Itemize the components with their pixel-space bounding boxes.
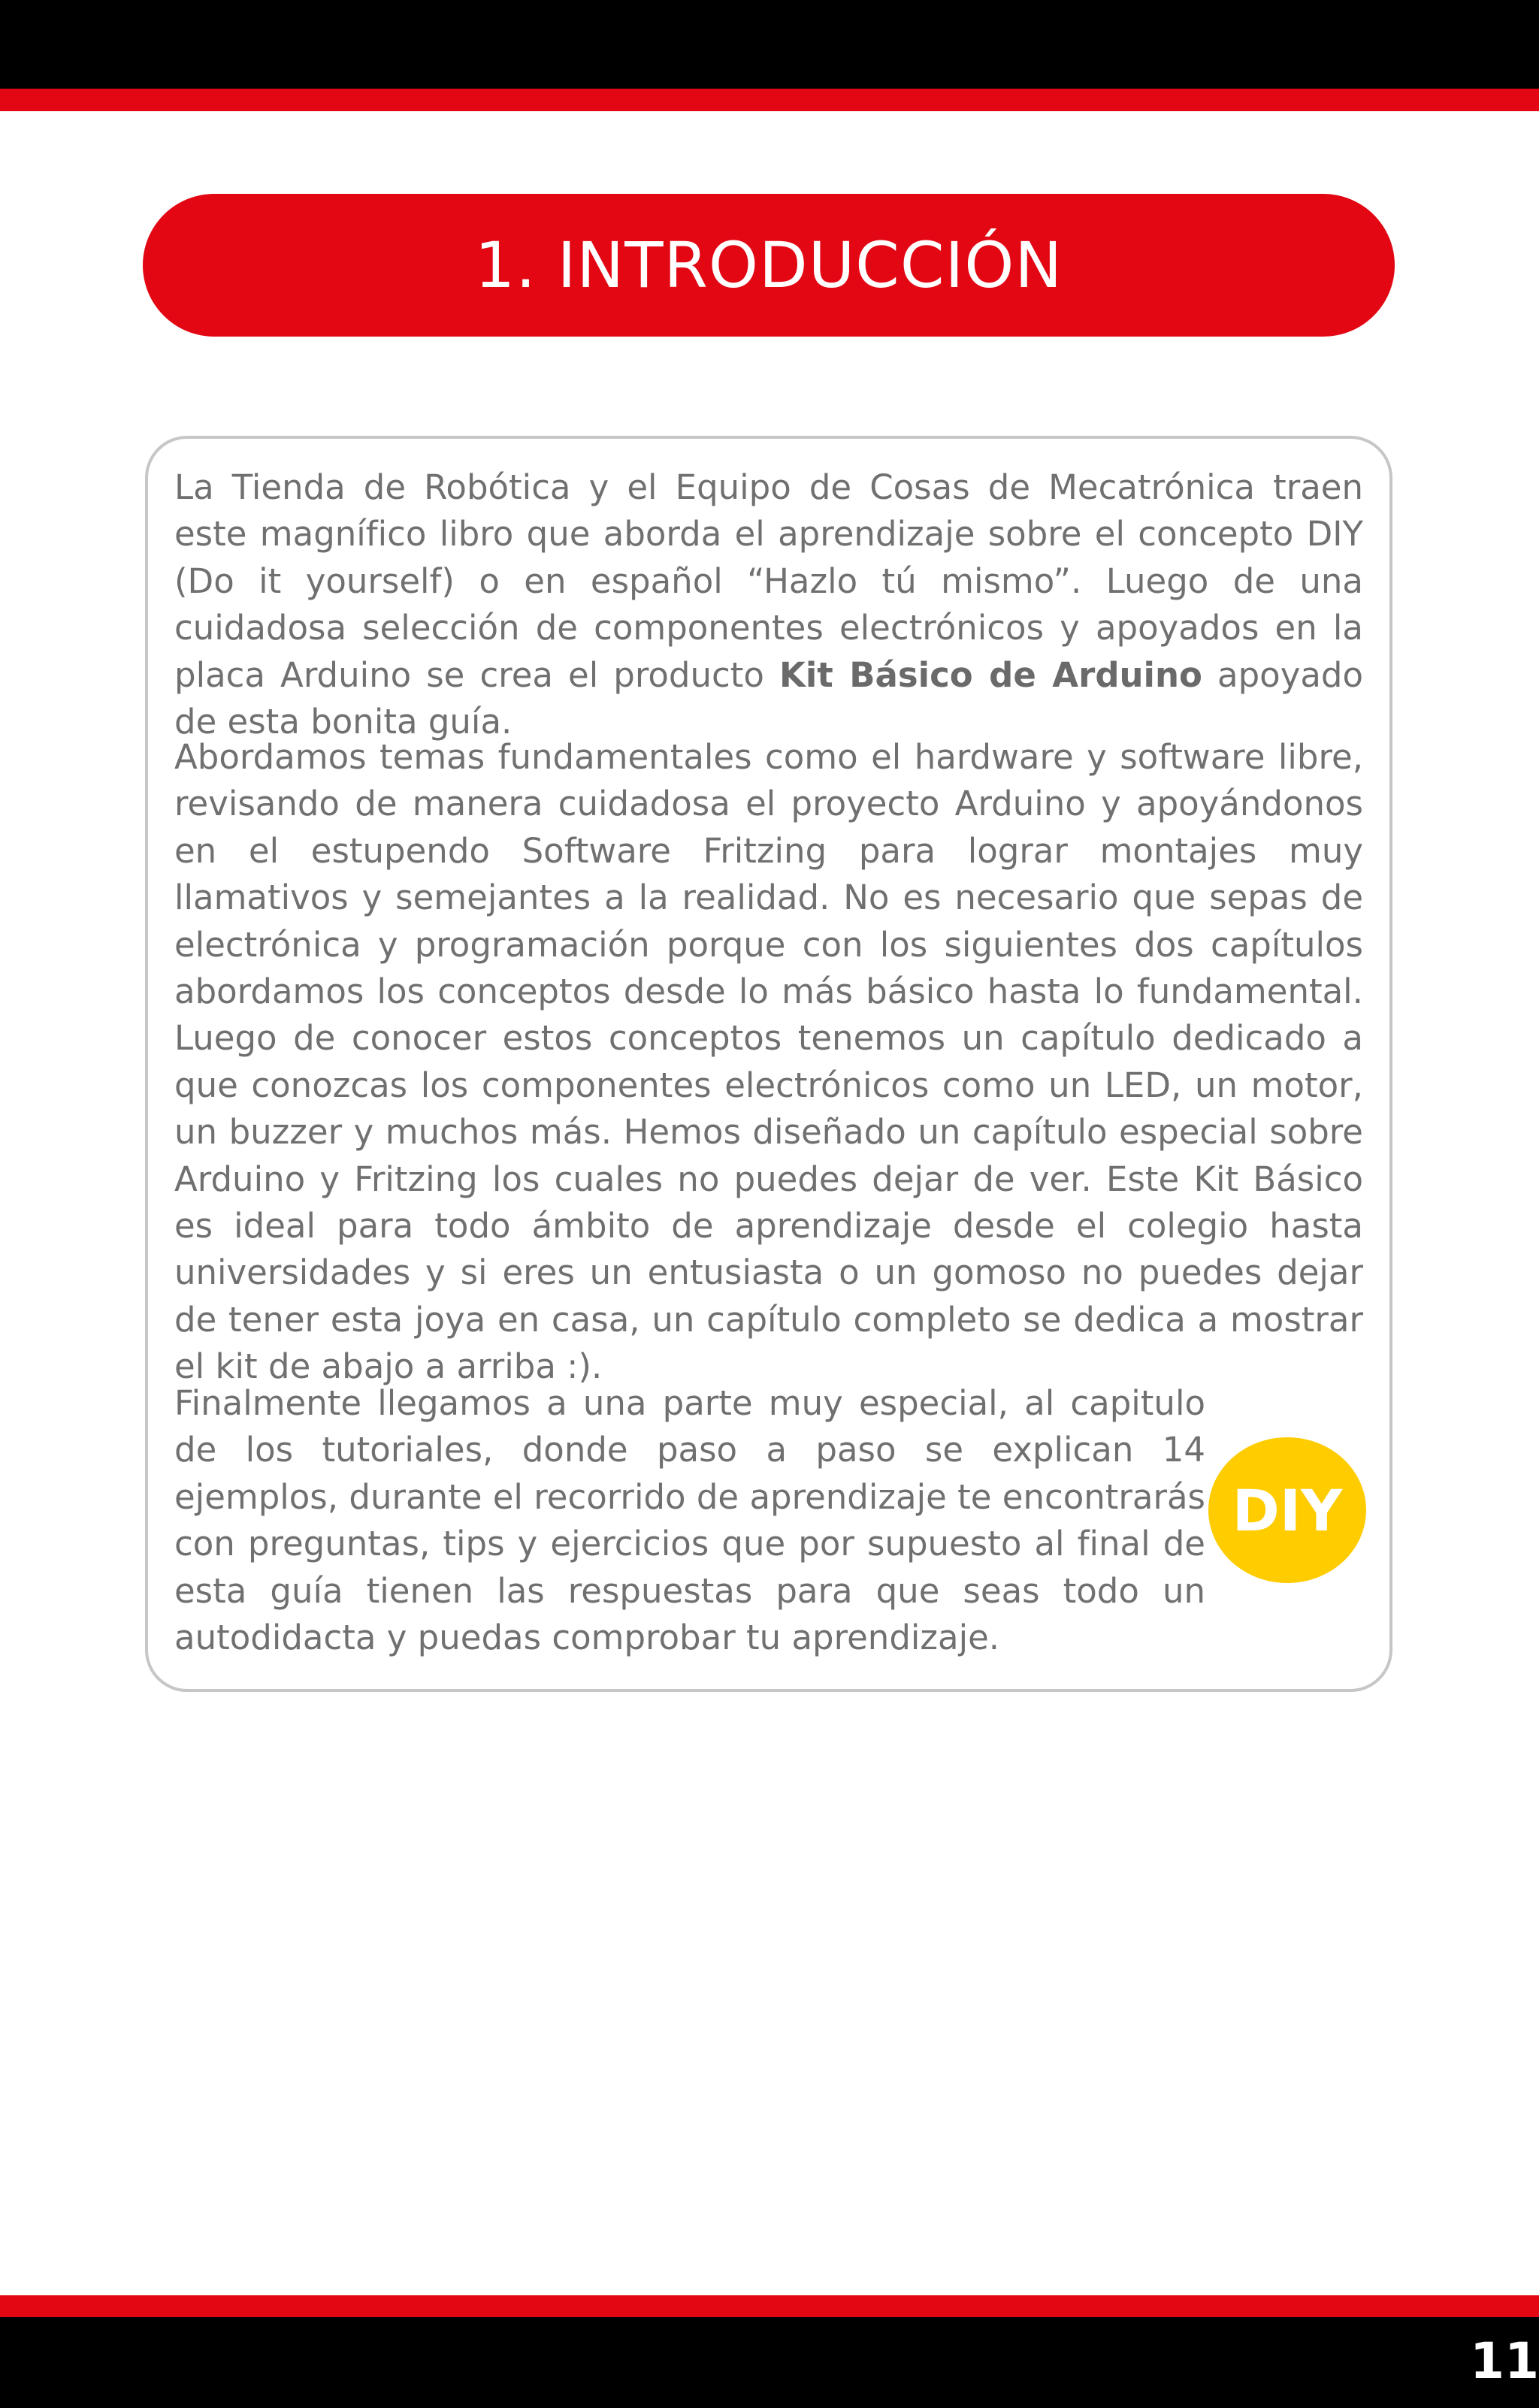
footer-red-stripe (0, 2295, 1539, 2317)
product-name-bold: Kit Básico de Arduino (779, 654, 1202, 695)
intro-paragraph-1 (174, 464, 1363, 745)
intro-paragraph-2: Abordamos temas fundamentales como el hardware y software libre, revisando de manera cuidadosa el proyecto Arduino y apoyándonos en el estupendo Software Fritzing para lograr montajes muy llamativos y semejantes a la realidad. No es necesario que sepas de electrónica y programación porque con los siguientes dos capítulos abordamos los conceptos desde lo más básico hasta lo fundamental. Luego de conocer estos conceptos tenemos un capítulo dedicado a que conozcas los componentes electrónicos como un LED, un motor, un buzzer y muchos más. Hemos diseñado un capítulo especial sobre Arduino y Fritzing los cuales no puedes dejar de ver. Este Kit Básico es ideal para todo ámbito de aprendizaje desde el colegio hasta universidades y si eres un entusiasta o un gomoso no puedes dejar de tener esta joya en casa, un capítulo completo se dedica a mostrar el kit de abajo a arriba :). (174, 737, 1363, 1387)
header-red-stripe (0, 89, 1539, 111)
intro-paragraph-1-text-end: apoyado de esta bonita guía. (174, 654, 1364, 742)
chapter-title-banner (143, 194, 1395, 337)
intro-paragraph-3 (174, 1380, 1363, 1661)
footer-black-band (0, 2317, 1539, 2408)
header-black-band (0, 0, 1539, 89)
diy-badge: DIY (1208, 1437, 1366, 1583)
intro-paragraph-1-text-start: La Tienda de Robótica y el Equipo de Cosas de Mecatrónica traen este magnífico libro que aborda el aprendizaje sobre el concepto DIY (Do it yourself) o en español “Hazlo tú mismo”. Luego de una cuidadosa selección de componentes electrónicos y apoyados en la placa Arduino se crea el producto (174, 467, 1363, 695)
page-number: 11 (1470, 2332, 1539, 2390)
chapter-title: 1. INTRODUCCIÓN (474, 228, 1063, 302)
intro-paragraph-3-text: Finalmente llegamos a una parte muy especial, al capitulo de los tutoriales, donde paso a paso se explican 14 ejemplos, durante el recorrido de aprendizaje te encontrarás con preguntas, tips y ejercicios que por supuesto al final de esta guía tienen las respuestas para que seas todo un autodidacta y puedas comprobar tu aprendizaje. (174, 1383, 1205, 1658)
